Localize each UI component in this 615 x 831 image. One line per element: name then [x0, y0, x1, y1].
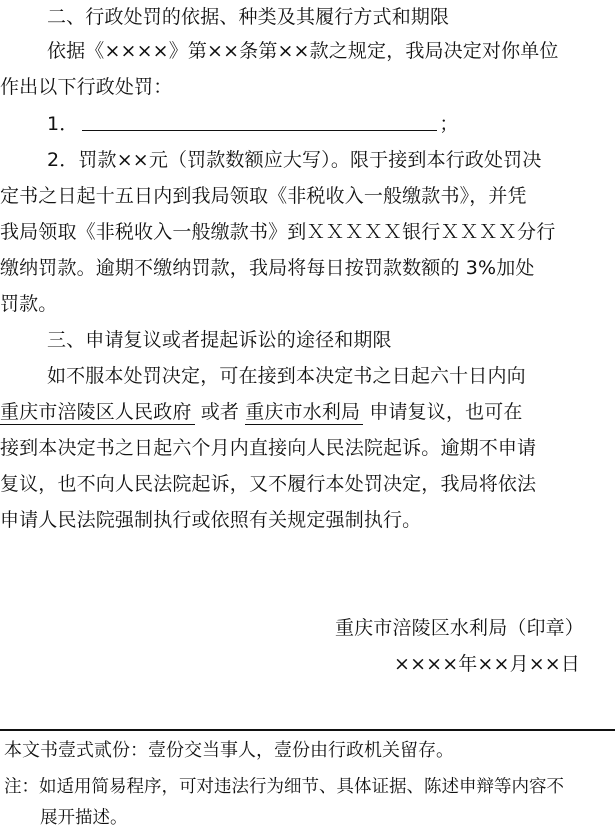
- penalty-item-2-line-3: 我局领取《非税收入一般缴款书》到ＸＸＸＸＸ银行ＸＸＸＸ分行: [0, 221, 556, 243]
- appeal-line-5: 申请人民法院强制执行或依照有关规定强制执行。: [0, 509, 422, 531]
- issue-date: ××××年××月××日: [394, 653, 581, 675]
- section-3-heading: 三、申请复议或者提起诉讼的途径和期限: [47, 329, 392, 351]
- note-line-2: 展开描述。: [40, 808, 128, 828]
- section-2-heading: 二、行政处罚的依据、种类及其履行方式和期限: [47, 6, 450, 28]
- appeal-line-2: [0, 397, 615, 427]
- review-authority-bureau: 重庆市水利局: [245, 400, 363, 425]
- penalty-item-2-line-5: 罚款。: [0, 293, 58, 315]
- note-line-1: 注：如适用简易程序，可对违法行为细节、具体证据、陈述申辩等内容不: [4, 777, 564, 797]
- penalty-item-1-end: ；: [439, 113, 459, 135]
- penalty-item-1-number: 1．: [47, 113, 79, 135]
- penalty-item-2-line-4: 缴纳罚款。逾期不缴纳罚款，我局将每日按罚款数额的 3%加处: [0, 257, 535, 279]
- appeal-line-2-end: 申请复议，也可在: [369, 401, 523, 423]
- appeal-line-4: 复议，也不向人民法院起诉，又不履行本处罚决定，我局将依法: [0, 473, 537, 495]
- legal-basis-line-1: 依据《××××》第××条第××款之规定，我局决定对你单位: [47, 40, 559, 62]
- review-authority-government: 重庆市涪陵区人民政府: [0, 400, 195, 425]
- penalty-item-2-line-1: 2．罚款××元（罚款数额应大写）。限于接到本行政处罚决: [47, 149, 542, 171]
- or-text: 或者: [200, 401, 240, 423]
- appeal-line-1: 如不服本处罚决定，可在接到本决定书之日起六十日内向: [47, 365, 526, 387]
- footer-divider: [0, 729, 615, 731]
- copies-statement: 本文书壹式贰份：壹份交当事人，壹份由行政机关留存。: [4, 740, 454, 761]
- penalty-item-2-line-2: 定书之日起十五日内到我局领取《非税收入一般缴款书》，并凭: [0, 185, 527, 207]
- legal-basis-line-2: 作出以下行政处罚：: [0, 76, 173, 98]
- appeal-line-3: 接到本决定书之日起六个月内直接向人民法院起诉。逾期不申请: [0, 437, 537, 459]
- penalty-item-1-blank: [82, 112, 437, 131]
- penalty-item-1: [47, 109, 615, 139]
- issuer-signature: 重庆市涪陵区水利局（印章）: [335, 617, 584, 639]
